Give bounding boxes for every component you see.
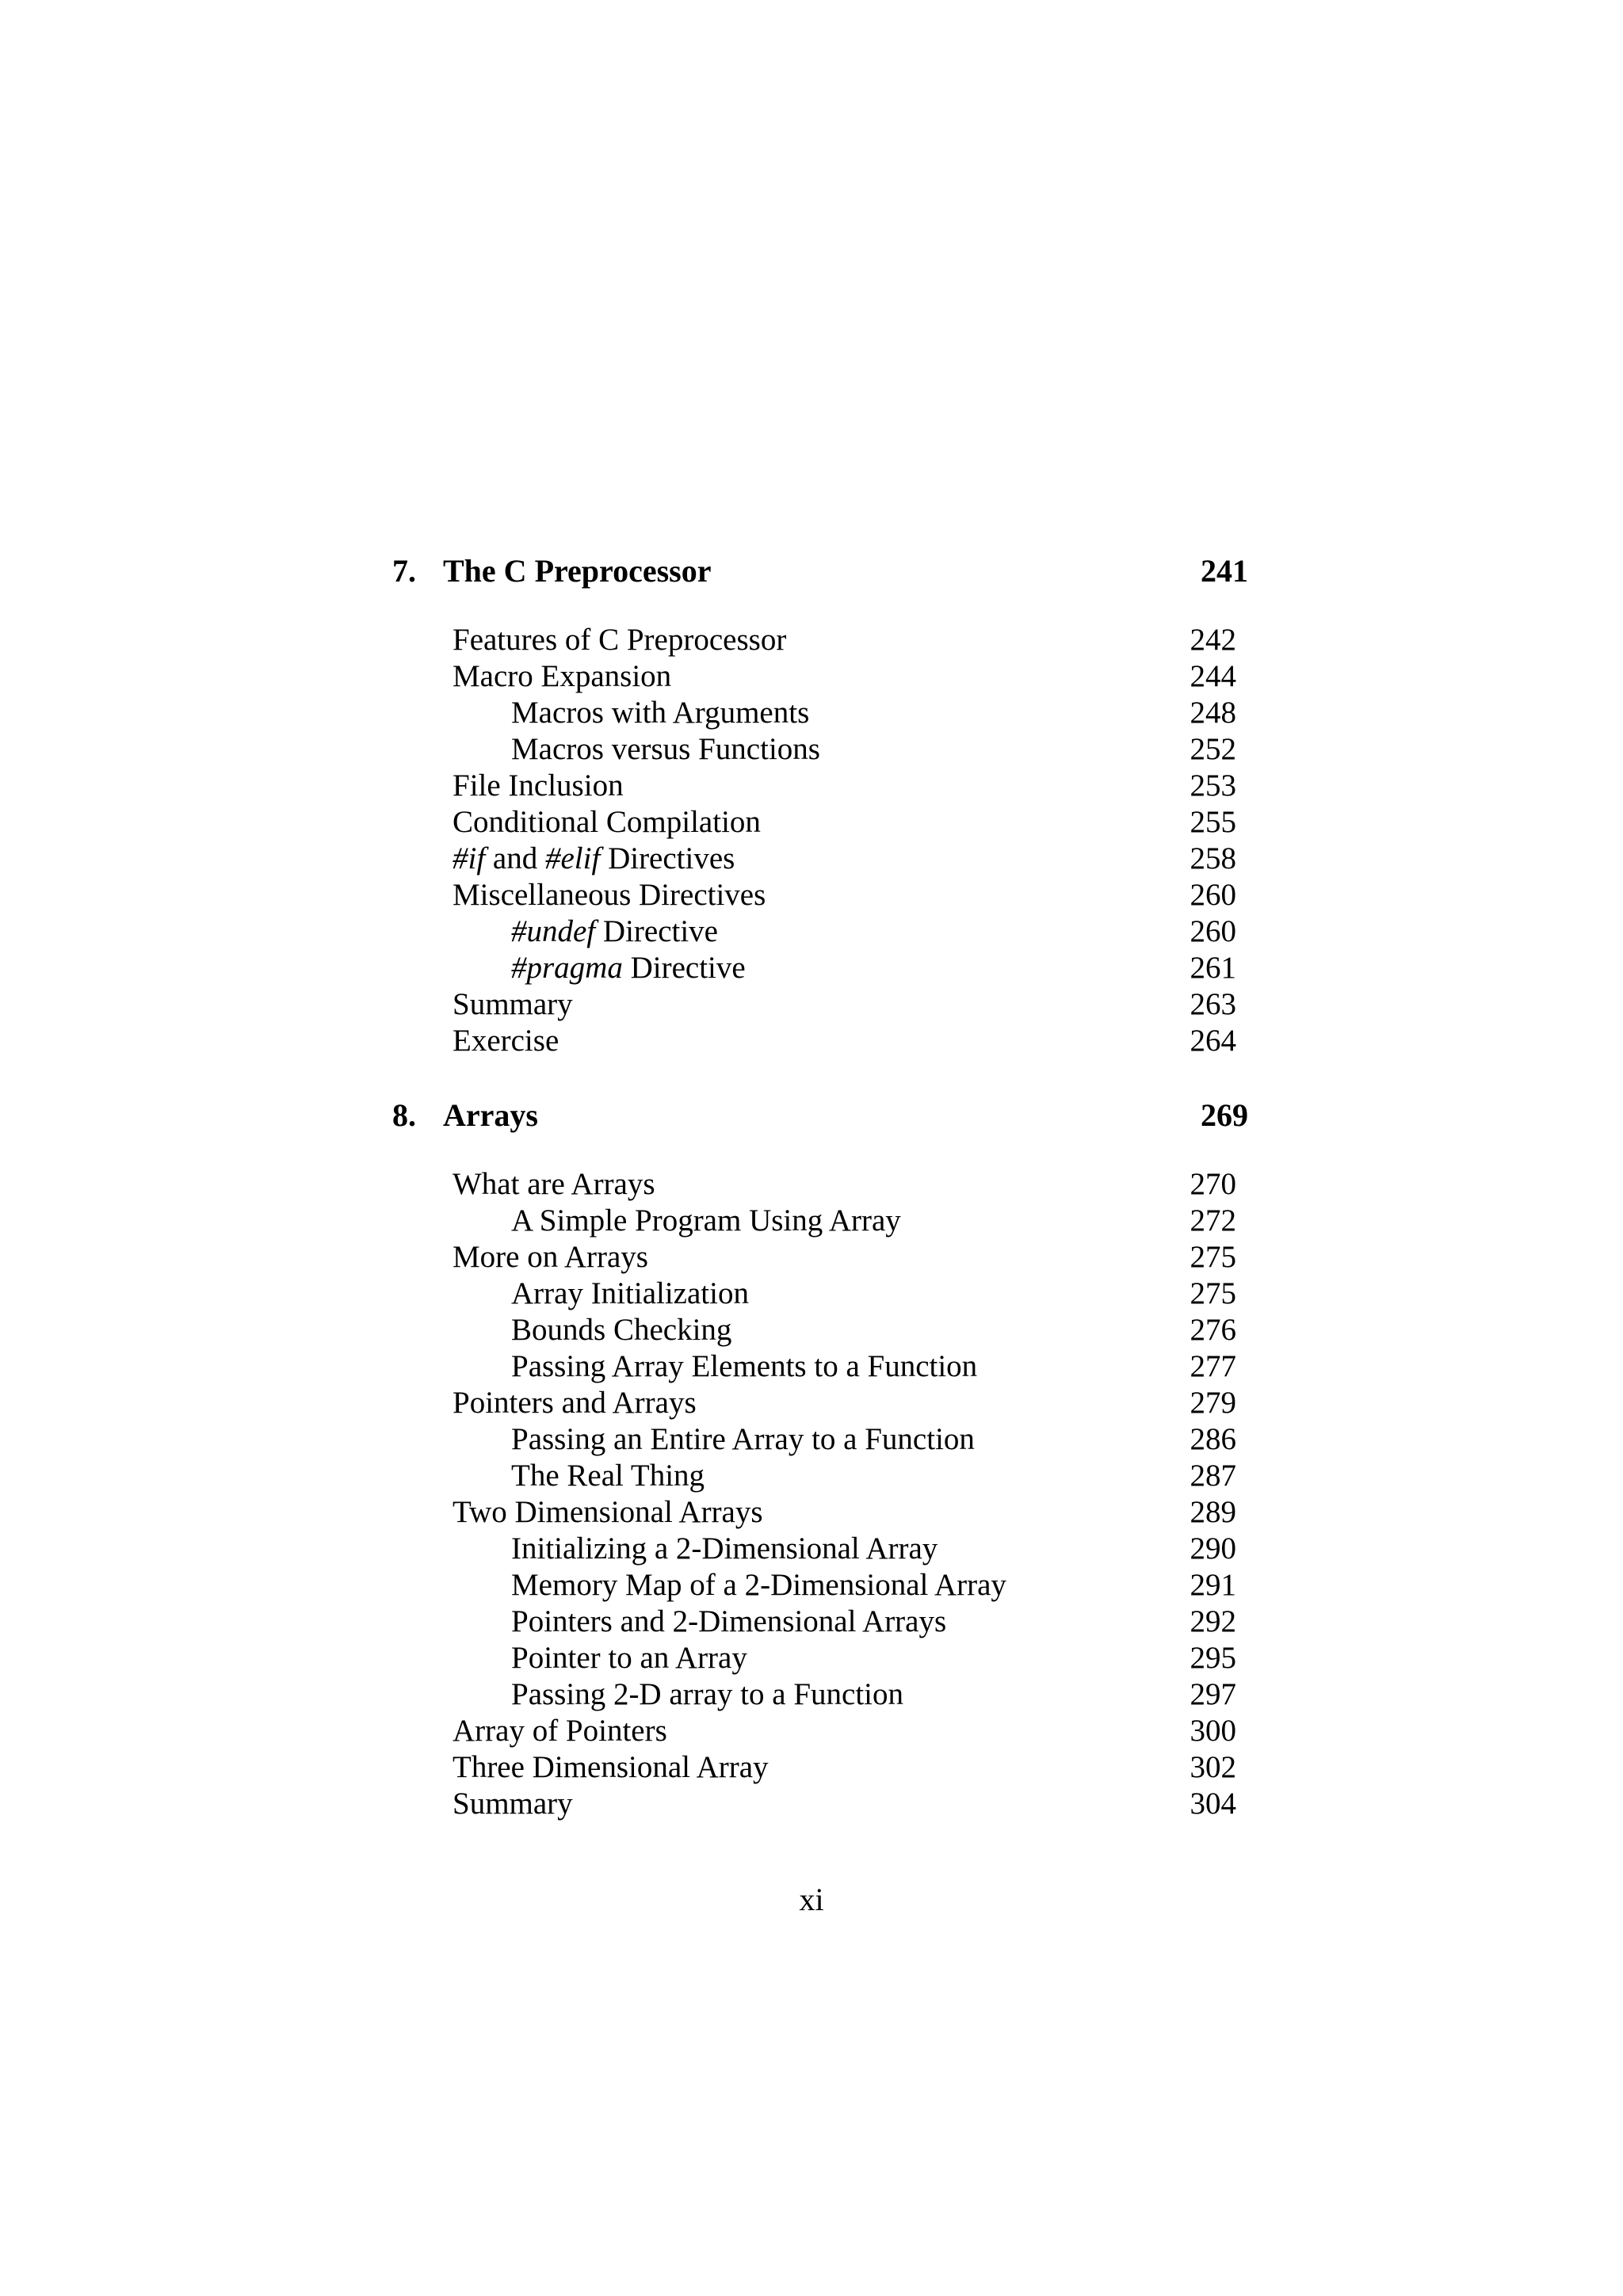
entry-title-text: A Simple Program Using Array [511, 1203, 901, 1238]
entry-page-number: 260 [1190, 914, 1236, 948]
entry-page-number: 248 [1190, 696, 1236, 730]
entry-title-text: Bounds Checking [511, 1313, 732, 1347]
entry-title [453, 804, 761, 841]
entry-title-text: What are Arrays [453, 1167, 655, 1201]
chapter-heading [392, 1092, 1248, 1139]
entry-title-text: Memory Map of a 2-Dimensional Array [511, 1568, 1006, 1602]
toc-section-entry [0, 986, 1623, 1023]
toc-section-entry [0, 1239, 1623, 1276]
entry-title-text: Directives [600, 841, 735, 875]
entry-title [453, 658, 671, 695]
entry-page-number: 242 [1190, 623, 1236, 657]
entry-title-text: Array Initialization [511, 1276, 749, 1310]
toc-section-entry [0, 841, 1623, 877]
chapter-title: The C Preprocessor [443, 553, 712, 589]
toc-section-entry [0, 1494, 1623, 1531]
entry-title [511, 1276, 749, 1312]
entry-page-number: 263 [1190, 987, 1236, 1021]
entry-title-text: Exercise [453, 1024, 559, 1058]
entry-title [511, 695, 809, 731]
entry-title-text: Miscellaneous Directives [453, 878, 766, 912]
toc-section-entry [0, 1023, 1623, 1059]
toc-section-entry [0, 1786, 1623, 1822]
chapter-7-entries [0, 622, 1623, 1059]
entry-title [511, 1676, 903, 1713]
chapter-8-entries [0, 1166, 1623, 1822]
toc-subsection-entry [0, 1567, 1623, 1604]
entry-title-text: File Inclusion [453, 769, 624, 803]
entry-title [511, 913, 718, 950]
entry-title-text: Summary [453, 987, 573, 1021]
entry-title-text: The Real Thing [511, 1459, 705, 1493]
entry-page-number: 255 [1190, 805, 1236, 839]
entry-title-text: Three Dimensional Array [453, 1750, 769, 1784]
entry-page-number: 258 [1190, 841, 1236, 875]
chapter-title: Arrays [443, 1097, 538, 1133]
entry-title-text: Features of C Preprocessor [453, 623, 787, 657]
toc-subsection-entry [0, 1421, 1623, 1458]
entry-title [453, 877, 766, 913]
toc-section-entry [0, 1749, 1623, 1786]
entry-title-text: Macro Expansion [453, 659, 672, 693]
entry-title-text: Passing an Entire Array to a Function [511, 1422, 975, 1456]
toc-subsection-entry [0, 1348, 1623, 1385]
entry-title [511, 1312, 731, 1348]
chapter-number: 7. [392, 553, 416, 589]
toc-subsection-entry [0, 731, 1623, 768]
chapter-number: 8. [392, 1097, 416, 1133]
entry-title-text: More on Arrays [453, 1240, 648, 1274]
entry-title-text: Directive [622, 951, 746, 985]
toc-subsection-entry [0, 1531, 1623, 1567]
entry-title [453, 1239, 648, 1276]
toc-section-entry [0, 622, 1623, 658]
chapter-page-number: 241 [1201, 553, 1248, 589]
entry-title [511, 1531, 938, 1567]
entry-page-number: 287 [1190, 1459, 1236, 1493]
entry-page-number: 289 [1190, 1495, 1236, 1529]
chapter-page-number: 269 [1201, 1097, 1248, 1133]
directive-name: #elif [544, 841, 601, 875]
toc-subsection-entry [0, 1312, 1623, 1348]
entry-title-text: Passing Array Elements to a Function [511, 1349, 978, 1383]
entry-page-number: 302 [1190, 1750, 1236, 1784]
entry-title [453, 986, 573, 1023]
entry-page-number: 279 [1190, 1386, 1236, 1420]
directive-name: #undef [511, 914, 596, 948]
entry-title [453, 1786, 573, 1822]
entry-title [511, 1640, 747, 1676]
chapter-heading [392, 547, 1248, 595]
toc-subsection-entry [0, 913, 1623, 950]
entry-title [453, 1166, 655, 1203]
entry-page-number: 290 [1190, 1531, 1236, 1566]
toc-section-entry [0, 658, 1623, 695]
entry-title [511, 1604, 946, 1640]
toc-section-entry [0, 768, 1623, 804]
entry-title [453, 841, 735, 877]
entry-page-number: 277 [1190, 1349, 1236, 1383]
toc-subsection-entry [0, 950, 1623, 986]
entry-title-text: Pointers and 2-Dimensional Arrays [511, 1604, 947, 1638]
entry-page-number: 300 [1190, 1714, 1236, 1748]
entry-title [511, 1458, 705, 1494]
toc-section-entry [0, 1385, 1623, 1421]
entry-page-number: 304 [1190, 1787, 1236, 1821]
entry-title [453, 1713, 667, 1749]
entry-page-number: 286 [1190, 1422, 1236, 1456]
entry-page-number: 292 [1190, 1604, 1236, 1638]
entry-title [511, 1567, 1006, 1604]
entry-page-number: 275 [1190, 1276, 1236, 1310]
entry-title [453, 1023, 559, 1059]
entry-page-number: 244 [1190, 659, 1236, 693]
entry-title [453, 1749, 769, 1786]
entry-title [511, 950, 746, 986]
entry-title-text: Two Dimensional Arrays [453, 1495, 763, 1529]
toc-subsection-entry [0, 1458, 1623, 1494]
entry-title [453, 768, 624, 804]
entry-page-number: 264 [1190, 1024, 1236, 1058]
entry-title-text: Pointers and Arrays [453, 1386, 697, 1420]
toc-section-entry [0, 804, 1623, 841]
entry-title [511, 1203, 901, 1239]
entry-title [511, 1421, 975, 1458]
page-folio: xi [799, 1882, 824, 1917]
entry-title-text: Summary [453, 1787, 573, 1821]
entry-page-number: 291 [1190, 1568, 1236, 1602]
entry-page-number: 276 [1190, 1313, 1236, 1347]
entry-title [511, 731, 820, 768]
entry-title-text: Directive [595, 914, 718, 948]
entry-page-number: 275 [1190, 1240, 1236, 1274]
entry-page-number: 270 [1190, 1167, 1236, 1201]
toc-subsection-entry [0, 695, 1623, 731]
entry-page-number: 252 [1190, 732, 1236, 766]
entry-title-text: and [485, 841, 545, 875]
entry-title-text: Passing 2-D array to a Function [511, 1677, 904, 1711]
entry-title-text: Macros with Arguments [511, 696, 810, 730]
entry-page-number: 272 [1190, 1203, 1236, 1238]
toc-section-entry [0, 877, 1623, 913]
entry-title [453, 1385, 697, 1421]
entry-page-number: 261 [1190, 951, 1236, 985]
entry-page-number: 260 [1190, 878, 1236, 912]
toc-subsection-entry [0, 1604, 1623, 1640]
toc-subsection-entry [0, 1203, 1623, 1239]
entry-title [511, 1348, 977, 1385]
entry-page-number: 295 [1190, 1641, 1236, 1675]
entry-title [453, 622, 786, 658]
entry-page-number: 253 [1190, 769, 1236, 803]
toc-section-entry [0, 1166, 1623, 1203]
entry-page-number: 297 [1190, 1677, 1236, 1711]
toc-section-entry [0, 1713, 1623, 1749]
entry-title-text: Conditional Compilation [453, 805, 761, 839]
toc-subsection-entry [0, 1676, 1623, 1713]
toc-subsection-entry [0, 1276, 1623, 1312]
entry-title-text: Macros versus Functions [511, 732, 820, 766]
entry-title-text: Array of Pointers [453, 1714, 667, 1748]
toc-subsection-entry [0, 1640, 1623, 1676]
directive-name: #pragma [511, 951, 623, 985]
entry-title-text: Pointer to an Array [511, 1641, 747, 1675]
directive-name: #if [453, 841, 486, 875]
entry-title-text: Initializing a 2-Dimensional Array [511, 1531, 938, 1566]
entry-title [453, 1494, 763, 1531]
